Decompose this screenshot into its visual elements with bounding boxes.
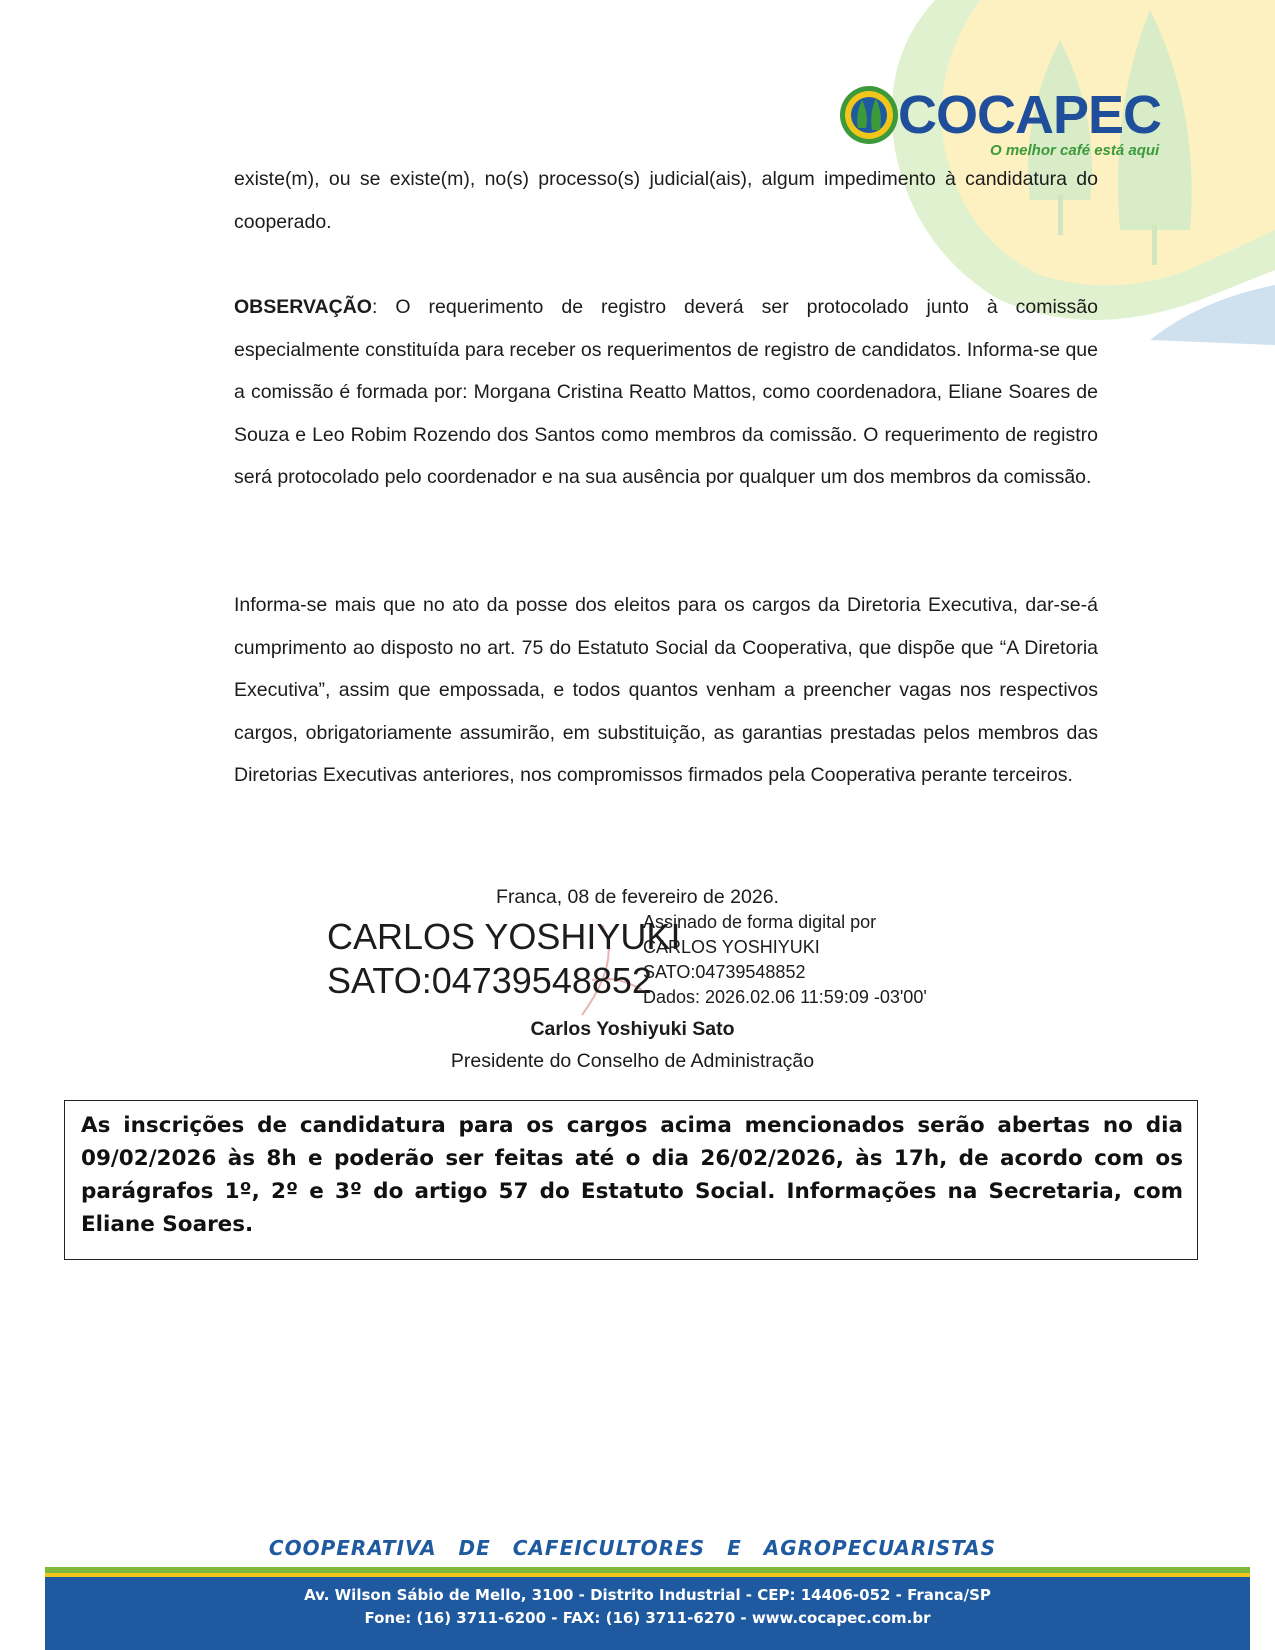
logo-tagline: O melhor café está aqui (990, 142, 1160, 159)
paragraph-text: existe(m), ou se existe(m), no(s) processo(s) judicial(ais), algum impedimento à candidatura do cooperado. (234, 168, 1098, 233)
observation-label: OBSERVAÇÃO (234, 296, 372, 318)
signature-info-line: SATO:04739548852 (643, 962, 806, 982)
signature-info-line: Dados: 2026.02.06 11:59:09 -03'00' (643, 987, 927, 1007)
signer-name: Carlos Yoshiyuki Sato (530, 1018, 735, 1040)
place-date: Franca, 08 de fevereiro de 2026. (496, 886, 779, 908)
signer-role: Presidente do Conselho de Administração (450, 1050, 815, 1072)
signature-name-line: SATO:04739548852 (327, 960, 652, 1001)
signature-info-line: Assinado de forma digital por (643, 912, 877, 932)
signature-name-line: CARLOS YOSHIYUKI (327, 916, 681, 957)
coffee-tree-logo-icon (838, 84, 900, 146)
notice-text: As inscrições de candidatura para os cargos acima mencionados serão abertas no dia 09/02/2026 às 8h e poderão ser feitas até o dia 26/02/2026, às 17h, de acordo com os parágrafos 1º, 2º e 3º do artigo 57 do Estatuto Social. Informações na Secretaria, com Eliane Soares. (81, 1113, 1183, 1237)
logo-wordmark: COCAPEC (898, 85, 1162, 145)
paragraph-text: Informa-se mais que no ato da posse dos eleitos para os cargos da Diretoria Executiva, dar-se-á cumprimento ao disposto no art. 75 do Estatuto Social da Cooperativa, que dispõe que “A Diretoria Executiva”, assim que empossada, e todos quantos venham a preencher vagas nos respectivos cargos, obrigatoriamente assumirão, em substituição, as garantias prestadas pelos membros das Diretorias Executivas anteriores, nos compromissos firmados pela Cooperativa perante terceiros. (234, 594, 1098, 786)
registration-notice-box (64, 1100, 1198, 1260)
signature-info-line: CARLOS YOSHIYUKI (643, 937, 820, 957)
footer-contact: Fone: (16) 3711-6200 - FAX: (16) 3711-6270 - www.cocapec.com.br (364, 1609, 931, 1627)
footer-address: Av. Wilson Sábio de Mello, 3100 - Distrito Industrial - CEP: 14406-052 - Franca/SP (304, 1586, 991, 1604)
paragraph-observation (234, 286, 1098, 499)
cocapec-logo (838, 84, 1168, 164)
digital-signature-name (327, 915, 680, 1003)
paragraph-inauguration (234, 584, 1098, 797)
observation-text: : O requerimento de registro deverá ser protocolado junto à comissão especialmente constituída para receber os requerimentos de registro de candidatos. Informa-se que a comissão é formada por: Morgana Cristina Reatto Mattos, como coordenadora, Eliane Soares de Souza e Leo Robim Rozendo dos Santos como membros da comissão. O requerimento de registro será protocolado pelo coordenador e na sua ausência por qualquer um dos membros da comissão. (234, 296, 1098, 488)
footer-title: COOPERATIVA DE CAFEICULTORES E AGROPECUARISTAS (268, 1536, 997, 1560)
digital-signature-info (643, 910, 927, 1010)
paragraph-text (234, 286, 1098, 499)
paragraph-impediment (234, 158, 1098, 243)
